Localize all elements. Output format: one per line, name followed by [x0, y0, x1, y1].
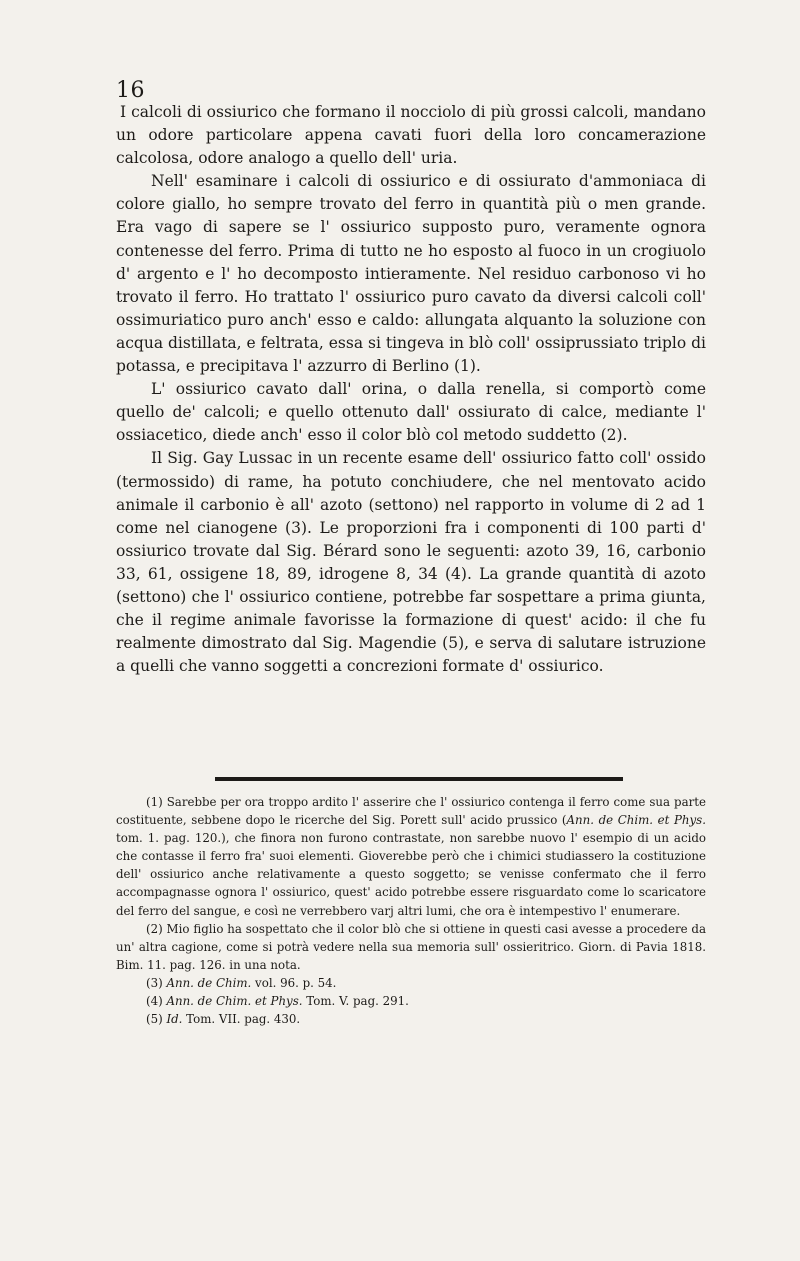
- footnote-text: (4): [146, 994, 167, 1009]
- footnote: [116, 1010, 706, 1028]
- footnote-text: tom. 1. pag. 120.), che finora non furono contrastate, non sarebbe nuovo l' esempio di un acido che contasse il ferro fra' suoi elementi. Gioverebbe però che i chimici studiassero la costituzione dell' ossiurico anche relativamente a questo soggetto; se venisse confermato che il ferro accompagnasse ognora l' ossiurico, quest' acido potrebbe essere risguardato come lo scaricatore del ferro del sangue, e così ne verrebbero varj altri lumi, che ora è intempestivo l' enumerare.: [116, 831, 706, 918]
- footnote: [116, 992, 706, 1010]
- footnote-text: Tom. VII. pag. 430.: [182, 1012, 301, 1027]
- footnote-citation: Ann. de Chim. et Phys.: [166, 994, 303, 1009]
- paragraph: I calcoli di ossiurico che formano il nocciolo di più grossi calcoli, mandano un odore particolare appena cavati fuori della loro concamerazione calcolosa, odore analogo a quello dell' uria.: [116, 103, 706, 168]
- footnote-text: (5): [146, 1012, 167, 1027]
- footnote-text: vol. 96. p. 54.: [251, 975, 337, 990]
- footnote-text: (2) Mio figlio ha sospettato che il color blò che si ottiene in questi casi avesse a procedere da un' altra cagione, come si potrà vedere nella sua memoria sull' ossieritrico. Giorn. di Pavia 1818. Bim. 11. pag. 126. in una nota.: [116, 921, 706, 972]
- footnote-separator-rule: [215, 777, 623, 781]
- paragraph: Nell' esaminare i calcoli di ossiurico e di ossiurato d'ammoniaca di colore giallo, ho sempre trovato del ferro in quantità più o men grande. Era vago di sapere se l' ossiurico supposto puro, veramente ognora contenesse del ferro. Prima di tutto ne ho esposto al fuoco in un crogiuolo d' argento e l' ho decomposto intieramente. Nel residuo carbonoso vi ho trovato il ferro. Ho trattato l' ossiurico puro cavato da diversi calcoli coll' ossimuriatico puro anch' esso e caldo: allungata alquanto la soluzione con acqua distillata, e feltrata, essa si tingeva in blò coll' ossiprussiato triplo di potassa, e precipitava l' azzurro di Berlino (1).: [116, 172, 706, 376]
- footnote-text: (3): [146, 975, 167, 990]
- footnote: [116, 920, 706, 974]
- footnote: [116, 793, 706, 920]
- footnote-citation: Id.: [166, 1012, 183, 1027]
- footnote-citation: Ann. de Chim. et Phys.: [566, 813, 706, 828]
- footnote-text: Tom. V. pag. 291.: [302, 994, 409, 1009]
- paragraph: Il Sig. Gay Lussac in un recente esame dell' ossiurico fatto coll' ossido (termossido) di rame, ha potuto conchiudere, che nel mentovato acido animale il carbonio è all' azoto (settono) nel rapporto in volume di 2 ad 1 come nel cianogene (3). Le proporzioni fra i componenti di 100 parti d' ossiurico trovate dal Sig. Bérard sono le seguenti: azoto 39, 16, carbonio 33, 61, ossigene 18, 89, idrogene 8, 34 (4). La grande quantità di azoto (settono) che l' ossiurico contiene, potrebbe far sospettare a prima giunta, che il regime animale favorisse la formazione di quest' acido: il che fu realmente dimostrato dal Sig. Magendie (5), e serva di salutare istruzione a quelli che vanno soggetti a concrezioni formate d' ossiurico.: [116, 449, 706, 676]
- page-number: 16: [116, 78, 145, 103]
- paragraph: L' ossiurico cavato dall' orina, o dalla renella, si comportò come quello de' calcoli; e quello ottenuto dall' ossiurato di calce, mediante l' ossiacetico, diede anch' esso il color blò col metodo suddetto (2).: [116, 380, 706, 445]
- footnote: [116, 974, 706, 992]
- body-text: [116, 101, 706, 678]
- footnote-citation: Ann. de Chim.: [166, 975, 252, 990]
- footnotes: [116, 793, 706, 1028]
- footnote-text: (1) Sarebbe per ora troppo ardito l' asserire che l' ossiurico contenga il ferro come sua parte costituente, sebbene dopo le ricerche del Sig. Porett sull' acido prussico (: [116, 795, 706, 828]
